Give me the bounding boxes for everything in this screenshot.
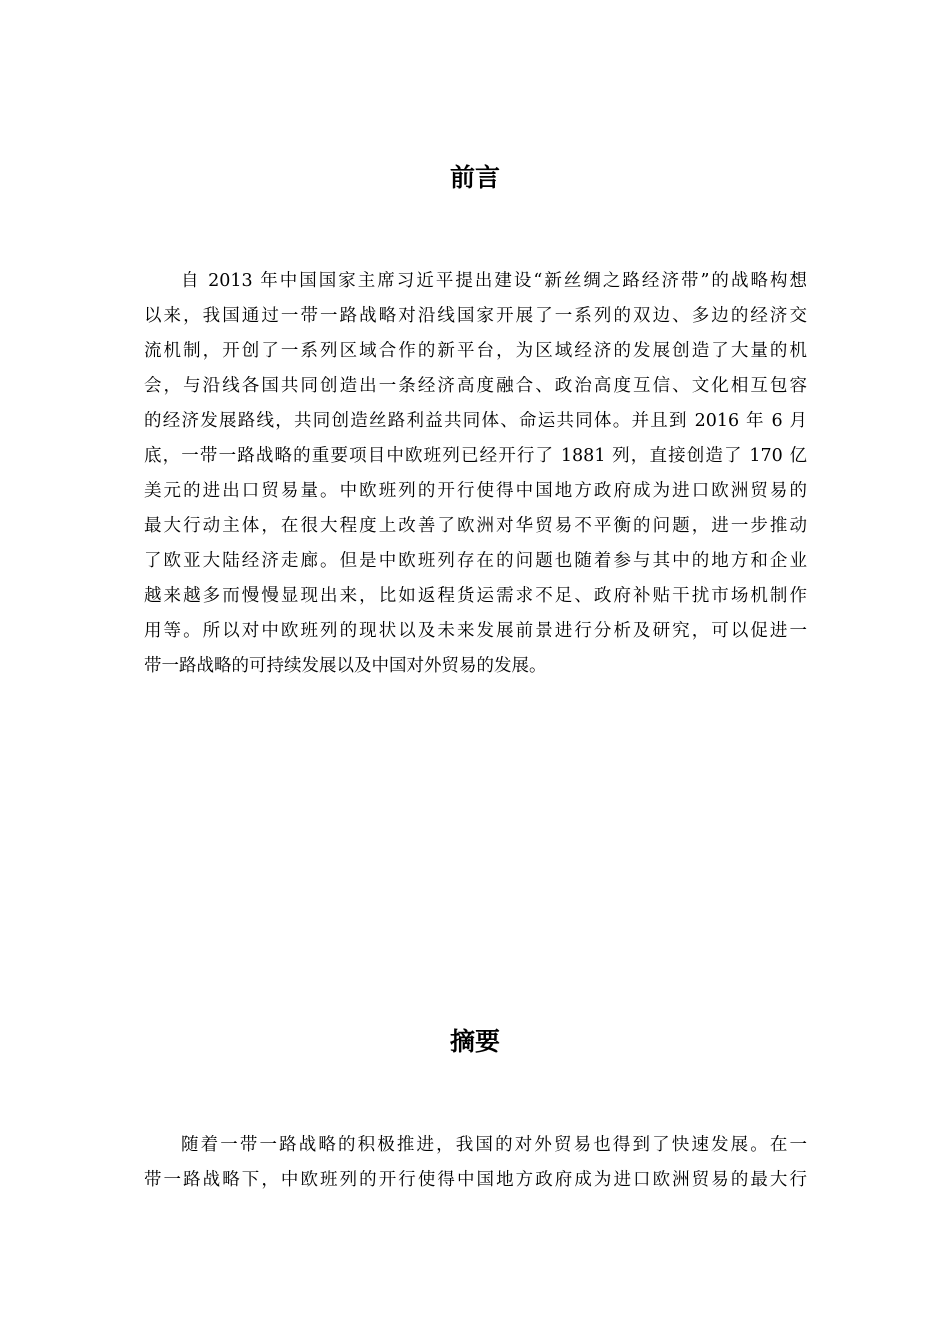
- paragraph-line: 越来越多而慢慢显现出来，比如返程货运需求不足、政府补贴干扰市场机制作: [144, 586, 807, 606]
- abstract-paragraph: [144, 1128, 807, 1198]
- paragraph-line: 美元的进出口贸易量。中欧班列的开行使得中国地方政府成为进口欧洲贸易的: [144, 481, 807, 501]
- preface-paragraph: [144, 264, 807, 684]
- paragraph-line: 用等。所以对中欧班列的现状以及未来发展前景进行分析及研究，可以促进一: [144, 621, 807, 641]
- paragraph-line: 自 2013 年中国国家主席习近平提出建设“新丝绸之路经济带”的战略构想: [181, 271, 807, 291]
- paragraph-line: 随着一带一路战略的积极推进，我国的对外贸易也得到了快速发展。在一: [181, 1135, 807, 1155]
- preface-heading: 前言: [449, 163, 500, 192]
- paragraph-line: 了欧亚大陆经济走廊。但是中欧班列存在的问题也随着参与其中的地方和企业: [144, 551, 807, 571]
- abstract-heading: 摘要: [449, 1027, 500, 1056]
- paragraph-line: 流机制，开创了一系列区域合作的新平台，为区域经济的发展创造了大量的机: [144, 341, 807, 361]
- paragraph-line: 会，与沿线各国共同创造出一条经济高度融合、政治高度互信、文化相互包容: [144, 376, 807, 396]
- paragraph-line: 最大行动主体，在很大程度上改善了欧洲对华贸易不平衡的问题，进一步推动: [144, 516, 807, 536]
- paragraph-line: 带一路战略下，中欧班列的开行使得中国地方政府成为进口欧洲贸易的最大行: [144, 1170, 807, 1190]
- paragraph-line: 带一路战略的可持续发展以及中国对外贸易的发展。: [144, 656, 547, 676]
- paragraph-line: 的经济发展路线，共同创造丝路利益共同体、命运共同体。并且到 2016 年 6 月: [144, 411, 807, 431]
- paragraph-line: 底，一带一路战略的重要项目中欧班列已经开行了 1881 列，直接创造了 170 亿: [144, 446, 807, 466]
- paragraph-line: 以来，我国通过一带一路战略对沿线国家开展了一系列的双边、多边的经济交: [144, 306, 807, 326]
